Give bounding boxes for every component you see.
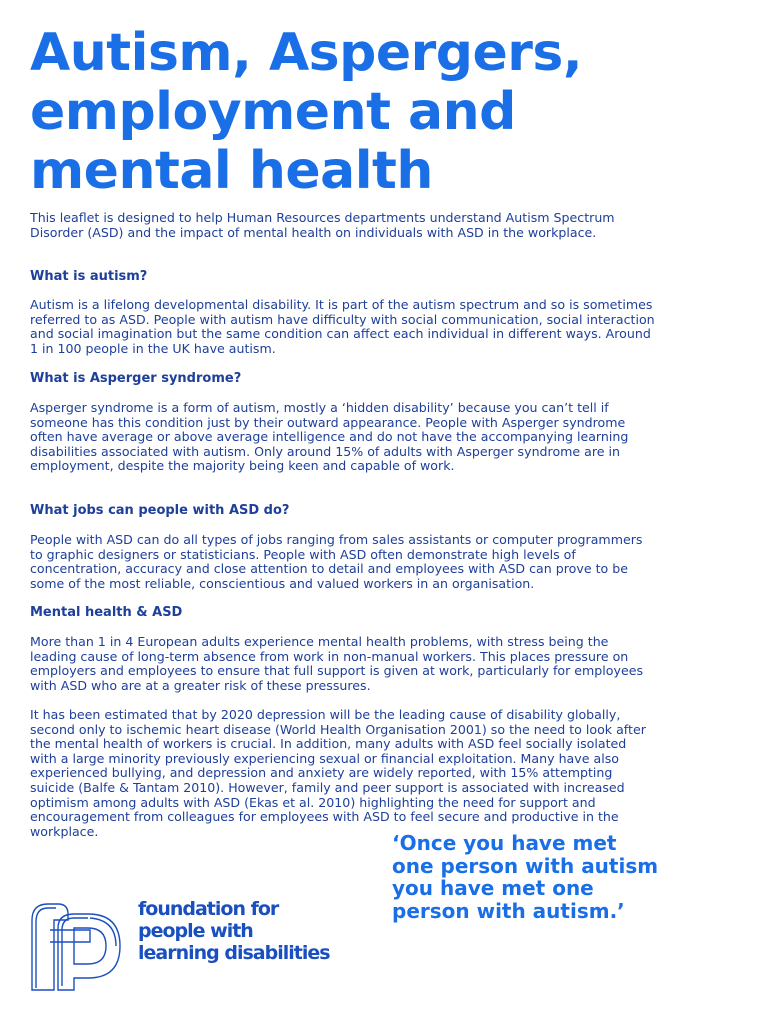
logo-line-2: people with [138,920,253,942]
asperger-paragraph: Asperger syndrome is a form of autism, mostly a ‘hidden disability’ because you can’t tell if someone has this condition just by their outward appearance. People with Asperger syndrome often have average or above average intelligence and do not have the accompanying learning disabilities associated with autism. Only around 15% of adults with Asperger syndrome are in employment, despite the majority being keen and capable of work. [30,400,629,474]
logo-wordmark [138,898,353,964]
jobs-paragraph: People with ASD can do all types of jobs ranging from sales assistants or computer programmers to graphic designers or statisticians. People with ASD often demonstrate high levels of concentration, accuracy and close attention to detail and employees with ASD can prove to be some of the most reliable, conscientious and valued workers in an organisation. [30,532,643,591]
logo-line-1: foundation for [138,898,279,920]
heading-mental-health: Mental health & ASD [30,605,183,620]
page-title [30,24,750,201]
title-line-2: employment and [30,82,516,142]
fpld-logo [28,898,348,994]
pull-quote: ‘Once you have met one person with autism you have met one person with autism.’ [392,831,659,923]
mental-health-paragraph-1: More than 1 in 4 European adults experience mental health problems, with stress being the leading cause of long-term absence from work in non-manual workers. This places pressure on employers and employees to ensure that full support is given at work, particularly for employees with ASD who are at a greater risk of these pressures. [30,634,644,693]
title-line-3: mental health [30,141,433,201]
heading-what-is-autism: What is autism? [30,269,148,284]
heading-asperger-syndrome: What is Asperger syndrome? [30,371,242,386]
fpld-logo-icon [28,898,128,994]
mental-health-paragraph-2: It has been estimated that by 2020 depression will be the leading cause of disability globally, second only to ischemic heart disease (World Health Organisation 2001) so the need to look after the mental health of workers is crucial. In addition, many adults with ASD feel socially isolated with a large minority previously experiencing sexual or financial exploitation. Many have also experienced bullying, and depression and anxiety are widely reported, with 15% attempting suicide (Balfe & Tantam 2010). However, family and peer support is associated with increased optimism among adults with ASD (Ekas et al. 2010) highlighting the need for support and encouragement from colleagues for employees with ASD to feel secure and productive in the workplace. [30,707,646,839]
autism-paragraph: Autism is a lifelong developmental disability. It is part of the autism spectrum and so is sometimes referred to as ASD. People with autism have difficulty with social communication, social interaction and social imagination but the same condition can affect each individual in different ways. Around 1 in 100 people in the UK have autism. [30,297,655,356]
logo-line-3: learning disabilities [138,942,330,964]
intro-paragraph: This leaflet is designed to help Human Resources departments understand Autism Spectrum Disorder (ASD) and the impact of mental health on individuals with ASD in the workplace. [30,210,615,240]
title-line-1: Autism, Aspergers, [30,23,583,83]
heading-what-jobs: What jobs can people with ASD do? [30,503,290,518]
